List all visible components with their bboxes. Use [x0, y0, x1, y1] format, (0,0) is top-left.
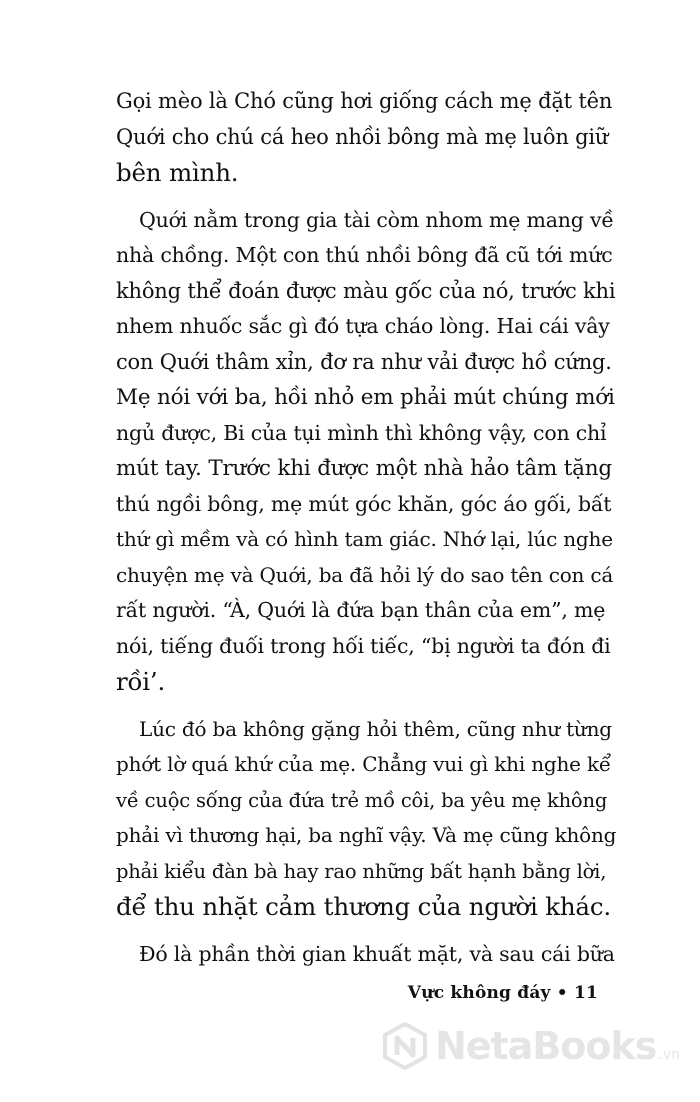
- text-line: không thể đoán được màu gốc của nó, trước khi: [116, 278, 616, 303]
- text-line: bên mình.: [116, 158, 239, 187]
- text-line: để thu nhặt cảm thương của người khác.: [116, 892, 611, 921]
- text-line: Đó là phần thời gian khuất mặt, và sau cái bữa: [139, 941, 615, 966]
- text-line: phải kiểu đàn bà hay rao những bất hạnh bằng lời,: [116, 859, 607, 883]
- running-footer: Vực không đáy • 11: [407, 983, 598, 1003]
- text-line: chuyện mẹ và Quới, ba đã hỏi lý do sao tên con cá: [116, 562, 614, 587]
- text-line: nhem nhuốc sắc gì đó tựa cháo lòng. Hai cái vây: [116, 314, 610, 338]
- watermark: [381, 1022, 680, 1070]
- text-line: ngủ được, Bi của tụi mình thì không vậy, con chỉ: [116, 420, 607, 445]
- paragraph: [116, 937, 616, 973]
- text-line: về cuộc sống của đứa trẻ mồ côi, ba yêu mẹ không: [116, 788, 608, 812]
- text-line: nói, tiếng đuối trong hối tiếc, “bị người ta đón đi: [116, 633, 611, 658]
- watermark-text: NetaBooks: [434, 1024, 657, 1068]
- text-line: rồi’.: [116, 667, 166, 696]
- text-line: con Quới thâm xỉn, đơ ra như vải được hồ cứng.: [116, 349, 612, 374]
- text-line: mút tay. Trước khi được một nhà hảo tâm tặng: [116, 456, 612, 481]
- paragraph: [116, 712, 616, 925]
- text-line: thú ngồi bông, mẹ mút góc khăn, góc áo gối, bất: [116, 491, 612, 516]
- text-line: Quới nằm trong gia tài còm nhom mẹ mang về: [139, 207, 614, 232]
- text-line: rất người. “À, Quới là đứa bạn thân của em”, mẹ: [116, 598, 606, 622]
- text-line: Mẹ nói với ba, hồi nhỏ em phải mút chúng mới: [116, 385, 615, 410]
- text-line: Quới cho chú cá heo nhồi bông mà mẹ luôn giữ: [116, 124, 609, 149]
- paragraph: [116, 84, 616, 191]
- text-line: nhà chồng. Một con thú nhồi bông đã cũ tới mức: [116, 243, 613, 267]
- netabooks-logo-icon: [381, 1022, 429, 1070]
- text-line: Lúc đó ba không gặng hỏi thêm, cũng như từng: [139, 716, 612, 741]
- text-line: phải vì thương hại, ba nghĩ vậy. Và mẹ cũng không: [116, 823, 617, 847]
- text-line: Gọi mèo là Chó cũng hơi giống cách mẹ đặt tên: [116, 89, 613, 113]
- watermark-suffix: .vn: [658, 1047, 680, 1063]
- text-line: phớt lờ quá khứ của mẹ. Chẳng vui gì khi nghe kể: [116, 752, 611, 776]
- paragraph: [116, 203, 616, 700]
- body-text: [116, 84, 616, 972]
- text-line: thứ gì mềm và có hình tam giác. Nhớ lại, lúc nghe: [116, 527, 613, 551]
